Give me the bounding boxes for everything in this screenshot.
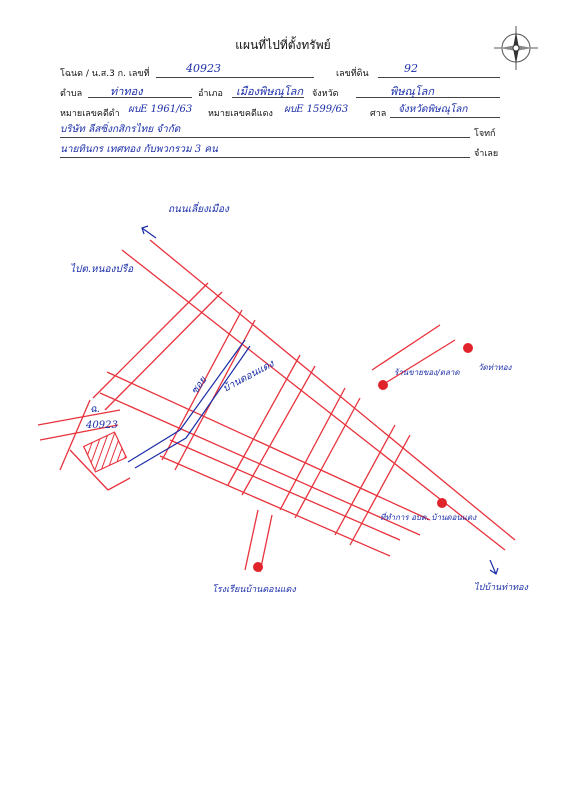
access-route [128, 340, 245, 462]
soi-label: ซอย [189, 375, 210, 397]
land-number: 92 [404, 62, 418, 75]
cross-street [280, 388, 345, 510]
south-road [260, 515, 272, 572]
subdistrict-value: ท่าทอง [110, 85, 143, 98]
land-no-label: เลขที่ดิน [336, 69, 369, 79]
main-road-edge [150, 240, 515, 540]
province-value: พิษณุโลก [390, 85, 435, 98]
landmark-marker-market [378, 380, 388, 390]
landmark-marker-office [437, 498, 447, 508]
district-value: เมืองพิษณุโลก [236, 85, 304, 98]
red-case-label: หมายเลขคดีแดง [208, 109, 273, 119]
cross-street [242, 366, 315, 495]
landmark-temple-label: วัดท่าทอง [478, 363, 512, 372]
cross-street [93, 283, 208, 398]
arrow-icon [142, 226, 156, 238]
parcel-prefix-label: ฉ. [90, 404, 100, 415]
black-case-label: หมายเลขคดีดำ [60, 109, 120, 119]
cross-street [105, 292, 222, 410]
landmark-marker-temple [463, 343, 473, 353]
subdistrict-label: ตำบล [60, 89, 83, 99]
road-label-top: ถนนเลี่ยงเมือง [168, 204, 229, 215]
landmark-office-label: ที่ทำการ อบต. บ้านดอนแดง [380, 513, 477, 522]
west-road [108, 478, 130, 490]
page-title: แผนที่ไปที่ตั้งทรัพย์ [235, 38, 331, 52]
village-road-label: บ้านดอนแดง [221, 358, 276, 395]
cross-street [295, 398, 360, 518]
province-label: จังหวัด [312, 89, 339, 99]
deed-type-label: โฉนด / น.ส.3 ก. เลขที่ [60, 69, 150, 79]
defendant-label: จำเลย [474, 149, 499, 159]
arrow-icon [490, 560, 498, 574]
side-road-edge [372, 325, 440, 370]
south-road [245, 510, 258, 570]
landmark-market-label: ร้านขายของ/ตลาด [394, 368, 460, 377]
plaintiff-value: บริษัท ลีสซิ่งกสิกรไทย จำกัด [60, 124, 181, 135]
parcel-number-label: 40923 [86, 420, 118, 431]
direction-label-east: ไปบ้านท่าทอง [474, 583, 528, 593]
property-parcel [84, 432, 127, 472]
defendant-value: นายทินกร เทศทอง กับพวกรวม 3 คน [60, 144, 218, 155]
court-label: ศาล [370, 109, 387, 119]
landmark-school-label: โรงเรียนบ้านดอนแดง [212, 585, 296, 595]
grid-road [107, 372, 430, 520]
black-case-value: ผบE 1961/63 [128, 104, 193, 115]
landmark-marker-school [253, 562, 263, 572]
main-road-edge [122, 250, 505, 550]
deed-number: 40923 [186, 62, 221, 75]
court-value: จังหวัดพิษณุโลก [398, 104, 468, 115]
red-case-value: ผบE 1599/63 [284, 104, 349, 115]
direction-label-west: ไปต.หนองปรือ [70, 264, 134, 275]
district-label: อำเภอ [198, 89, 223, 99]
plaintiff-label: โจทก์ [474, 129, 496, 139]
road-network [38, 240, 515, 572]
